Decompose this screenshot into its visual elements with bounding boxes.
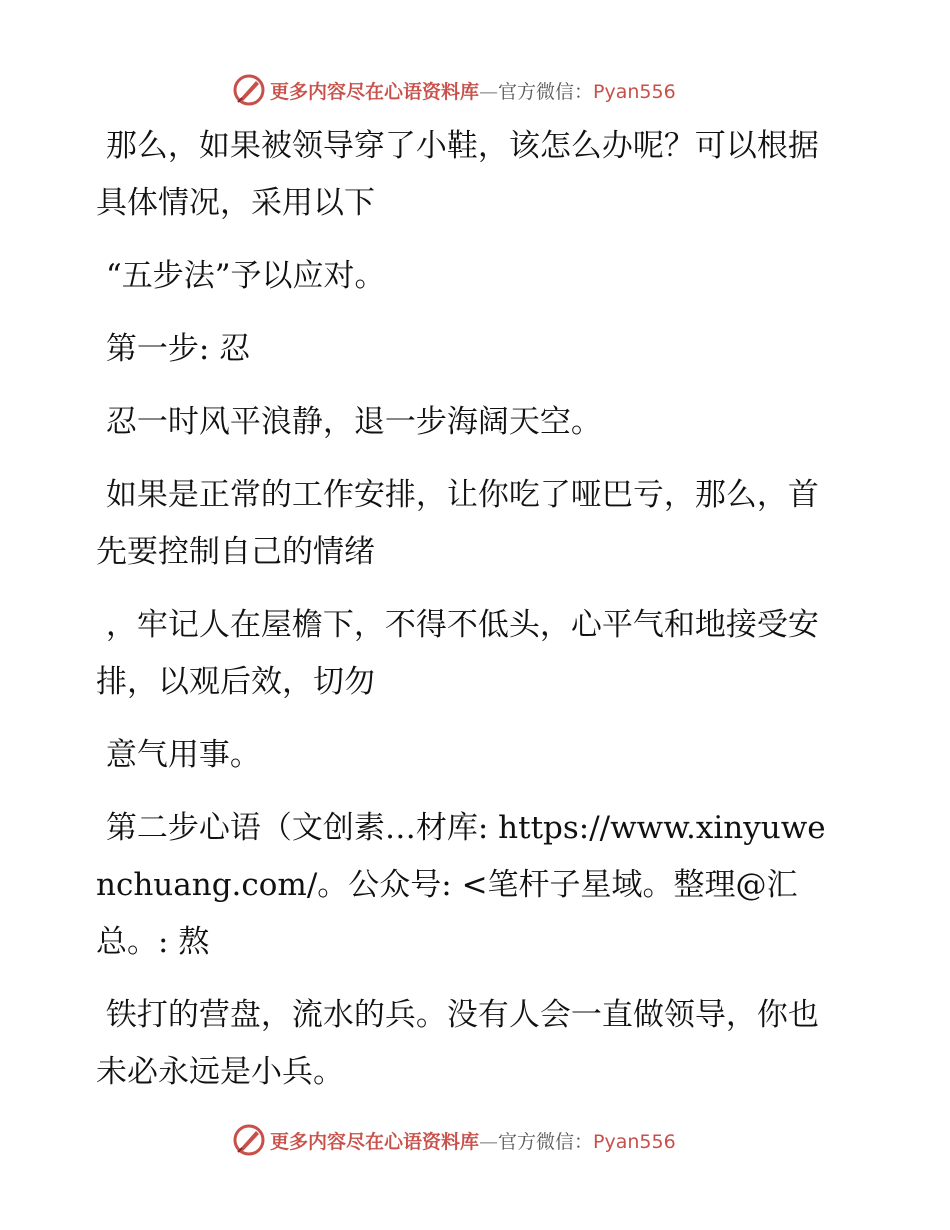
paragraph: 忍一时风平浪静，退一步海阔天空。 (96, 404, 602, 440)
footer-banner (232, 1120, 676, 1160)
document-body (96, 118, 836, 1117)
banner-wechat-id: Pyan556 (593, 1130, 676, 1153)
paragraph: ，牢记人在屋檐下，不得不低头，心平气和地接受安排，以观后效，切勿 (96, 607, 819, 700)
paragraph: 铁打的营盘，流水的兵。没有人会一直做领导，你也未必永远是小兵。 (96, 997, 819, 1090)
paragraph: 意气用事。 (96, 737, 261, 773)
banner-text (270, 1127, 676, 1154)
banner-contact-label: 官方微信： (498, 80, 594, 103)
paragraph: 如果是正常的工作安排，让你吃了哑巴亏，那么，首先要控制自己的情绪 (96, 477, 819, 570)
paragraph: 那么，如果被领导穿了小鞋，该怎么办呢？可以根据具体情况，采用以下 (96, 128, 819, 221)
header-banner (232, 70, 676, 110)
banner-wechat-id: Pyan556 (593, 80, 676, 103)
banner-text (270, 77, 676, 104)
paragraph: 第一步: 忍 (96, 331, 251, 367)
banner-separator: — (479, 1130, 499, 1153)
quill-logo-icon (232, 1123, 266, 1157)
banner-slogan: 更多内容尽在心语资料库 (270, 80, 480, 103)
quill-logo-icon (232, 73, 266, 107)
banner-slogan: 更多内容尽在心语资料库 (270, 1130, 480, 1153)
banner-contact-label: 官方微信： (498, 1130, 594, 1153)
paragraph: “五步法”予以应对。 (96, 258, 386, 294)
paragraph: 第二步心语（文创素…材库: https://www.xinyuwenchuang.com/。公众号: <笔杆子星域。整理@汇总。: 熬 (96, 810, 826, 960)
banner-separator: — (479, 80, 499, 103)
